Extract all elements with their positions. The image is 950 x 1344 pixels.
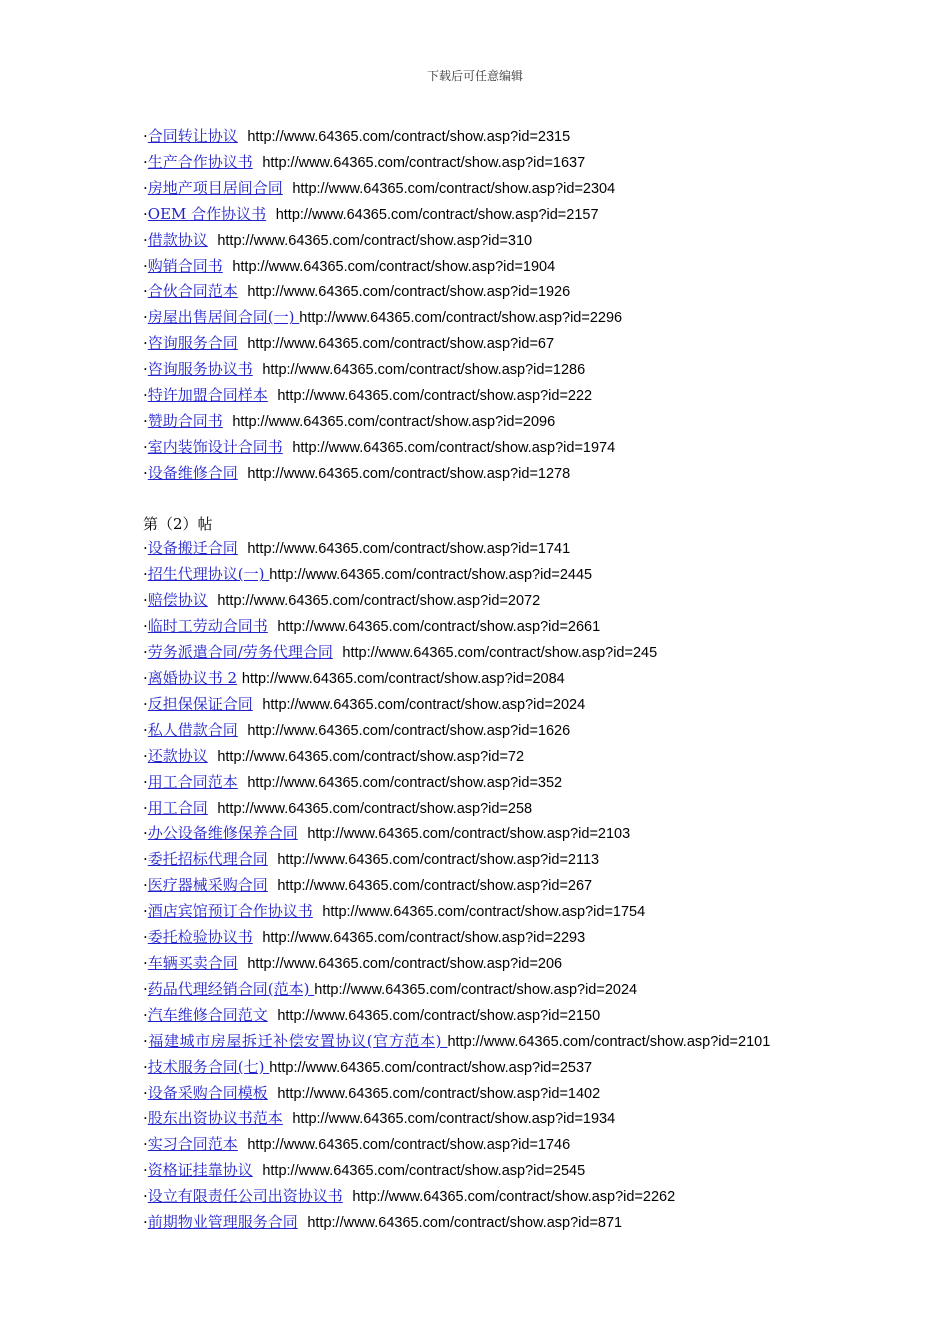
bullet: · xyxy=(143,411,148,430)
contract-url: http://www.64365.com/contract/show.asp?id=2537 xyxy=(269,1059,593,1076)
list-item xyxy=(143,770,823,796)
list-item xyxy=(143,951,823,977)
bullet: · xyxy=(143,1161,148,1180)
contract-link[interactable]: 用工合同范本 xyxy=(147,772,238,791)
separator xyxy=(283,1109,293,1127)
bullet: · xyxy=(143,178,148,197)
list-item xyxy=(143,435,823,461)
bullet: · xyxy=(143,1213,148,1232)
contract-url: http://www.64365.com/contract/show.asp?id=1974 xyxy=(292,439,616,456)
separator xyxy=(223,412,233,430)
separator xyxy=(238,773,248,791)
bullet: · xyxy=(143,152,148,171)
bullet: · xyxy=(143,876,148,895)
bullet: · xyxy=(143,617,148,636)
contract-url: http://www.64365.com/contract/show.asp?id=2096 xyxy=(232,413,556,430)
contract-link[interactable]: 离婚协议书 2 xyxy=(147,669,238,688)
list-item xyxy=(143,176,823,202)
list-item xyxy=(143,873,823,899)
separator xyxy=(268,617,278,635)
contract-link[interactable]: 赞助合同书 xyxy=(147,411,223,430)
contract-url: http://www.64365.com/contract/show.asp?id=2293 xyxy=(262,930,586,947)
bullet: · xyxy=(143,824,148,843)
bullet: · xyxy=(143,1083,148,1102)
list-item xyxy=(143,228,823,254)
contract-url: http://www.64365.com/contract/show.asp?id=2304 xyxy=(292,180,616,197)
section-gap xyxy=(143,487,823,512)
contract-url: http://www.64365.com/contract/show.asp?id=1746 xyxy=(247,1137,571,1154)
contract-link[interactable]: 咨询服务协议书 xyxy=(147,360,253,379)
separator xyxy=(343,1187,353,1205)
separator xyxy=(283,179,293,197)
bullet: · xyxy=(143,720,148,739)
contract-url: http://www.64365.com/contract/show.asp?id=222 xyxy=(277,388,593,405)
contract-link[interactable]: 房地产项目居间合同 xyxy=(147,178,283,197)
contract-link[interactable]: 反担保保证合同 xyxy=(147,694,253,713)
contract-link[interactable]: 办公设备维修保养合同 xyxy=(147,824,298,843)
contract-url: http://www.64365.com/contract/show.asp?id=1286 xyxy=(262,362,586,379)
contract-link[interactable]: 生产合作协议书 xyxy=(147,152,253,171)
list-item xyxy=(143,977,823,1003)
list-item xyxy=(143,847,823,873)
separator xyxy=(283,438,293,456)
bullet: · xyxy=(143,1187,148,1206)
contract-url: http://www.64365.com/contract/show.asp?id=871 xyxy=(307,1215,623,1232)
bullet: · xyxy=(143,591,148,610)
separator xyxy=(298,824,308,842)
list-item xyxy=(143,1210,823,1236)
section-heading: 第（2）帖 xyxy=(143,514,213,533)
contract-link[interactable]: 股东出资协议书范本 xyxy=(147,1109,283,1128)
separator xyxy=(253,153,263,171)
contract-list-section-2 xyxy=(143,536,823,1235)
contract-link[interactable]: 药品代理经销合同(范本) xyxy=(147,979,315,998)
list-item xyxy=(143,1132,823,1158)
contract-link[interactable]: 设备采购合同模板 xyxy=(147,1083,268,1102)
contract-url: http://www.64365.com/contract/show.asp?id=2113 xyxy=(277,852,600,869)
separator xyxy=(268,1084,278,1102)
bullet: · xyxy=(143,772,148,791)
separator xyxy=(208,747,218,765)
contract-url: http://www.64365.com/contract/show.asp?id=1626 xyxy=(247,722,571,739)
contract-link[interactable]: 设备搬迁合同 xyxy=(147,539,238,558)
contract-link[interactable]: 资格证挂靠协议 xyxy=(147,1161,253,1180)
contract-link[interactable]: 室内装饰设计合同书 xyxy=(147,437,283,456)
separator xyxy=(268,1006,278,1024)
bullet: · xyxy=(143,694,148,713)
contract-link[interactable]: 借款协议 xyxy=(147,230,208,249)
contract-link[interactable]: 实习合同范本 xyxy=(147,1135,238,1154)
contract-url: http://www.64365.com/contract/show.asp?id=2445 xyxy=(269,567,593,584)
separator xyxy=(208,231,218,249)
list-item xyxy=(143,409,823,435)
contract-url: http://www.64365.com/contract/show.asp?id=1637 xyxy=(262,154,586,171)
separator xyxy=(238,1135,248,1153)
bullet: · xyxy=(143,1005,148,1024)
bullet: · xyxy=(143,256,148,275)
list-item xyxy=(143,925,823,951)
contract-url: http://www.64365.com/contract/show.asp?id=2101 xyxy=(447,1033,771,1050)
contract-link[interactable]: 临时工劳动合同书 xyxy=(147,617,268,636)
bullet: · xyxy=(143,746,148,765)
list-item xyxy=(143,1081,823,1107)
contract-url: http://www.64365.com/contract/show.asp?id=2084 xyxy=(241,671,565,688)
separator xyxy=(253,1161,263,1179)
separator xyxy=(238,127,248,145)
list-item xyxy=(143,640,823,666)
contract-link[interactable]: 房屋出售居间合同(一) xyxy=(147,308,300,327)
contract-url: http://www.64365.com/contract/show.asp?id=2315 xyxy=(247,129,571,145)
bullet: · xyxy=(143,437,148,456)
contract-url: http://www.64365.com/contract/show.asp?id=1926 xyxy=(247,284,571,301)
bullet: · xyxy=(143,928,148,947)
separator xyxy=(238,334,248,352)
list-item xyxy=(143,254,823,280)
contract-link[interactable]: 咨询服务合同 xyxy=(147,334,238,353)
contract-url: http://www.64365.com/contract/show.asp?id=2661 xyxy=(277,619,601,636)
list-item xyxy=(143,1184,823,1210)
separator xyxy=(266,205,276,223)
separator xyxy=(253,928,263,946)
bullet: · xyxy=(143,539,148,558)
contract-url: http://www.64365.com/contract/show.asp?id=72 xyxy=(217,748,525,765)
contract-link[interactable]: 合伙合同范本 xyxy=(147,282,238,301)
contract-link[interactable]: 赔偿协议 xyxy=(147,591,208,610)
bullet: · xyxy=(143,1057,148,1076)
contract-url: http://www.64365.com/contract/show.asp?id=1754 xyxy=(322,904,646,921)
contract-url: http://www.64365.com/contract/show.asp?id=1904 xyxy=(232,258,556,275)
contract-link[interactable]: 车辆买卖合同 xyxy=(147,953,238,972)
list-item xyxy=(143,666,823,692)
contract-url: http://www.64365.com/contract/show.asp?id=245 xyxy=(342,645,658,662)
bullet: · xyxy=(143,360,148,379)
separator xyxy=(238,282,248,300)
bullet: · xyxy=(143,1031,149,1050)
list-item xyxy=(143,305,823,331)
list-item xyxy=(143,202,823,228)
contract-url: http://www.64365.com/contract/show.asp?id=2150 xyxy=(277,1007,601,1024)
contract-url: http://www.64365.com/contract/show.asp?id=1934 xyxy=(292,1111,616,1128)
contract-link[interactable]: 设备维修合同 xyxy=(147,463,238,482)
contract-url: http://www.64365.com/contract/show.asp?id=2262 xyxy=(352,1189,676,1206)
document-body xyxy=(143,124,823,1236)
contract-url: http://www.64365.com/contract/show.asp?id=2296 xyxy=(299,310,623,327)
bullet: · xyxy=(143,386,148,405)
contract-link[interactable]: 委托招标代理合同 xyxy=(147,850,268,869)
contract-url: http://www.64365.com/contract/show.asp?id=2024 xyxy=(262,696,586,713)
list-item xyxy=(143,1106,823,1132)
bullet: · xyxy=(143,798,148,817)
contract-url: http://www.64365.com/contract/show.asp?id=67 xyxy=(247,336,555,353)
bullet: · xyxy=(143,204,148,223)
bullet: · xyxy=(143,902,148,921)
contract-url: http://www.64365.com/contract/show.asp?id=258 xyxy=(217,800,533,817)
contract-url: http://www.64365.com/contract/show.asp?id=1402 xyxy=(277,1085,601,1102)
separator xyxy=(268,386,278,404)
contract-url: http://www.64365.com/contract/show.asp?id=310 xyxy=(217,232,533,249)
contract-link[interactable]: 委托检验协议书 xyxy=(147,928,253,947)
separator xyxy=(268,876,278,894)
list-item xyxy=(143,124,823,150)
list-item xyxy=(143,821,823,847)
list-item xyxy=(143,744,823,770)
bullet: · xyxy=(143,1135,148,1154)
list-item xyxy=(143,1055,823,1081)
contract-url: http://www.64365.com/contract/show.asp?id=1741 xyxy=(247,541,571,558)
contract-link[interactable]: 还款协议 xyxy=(147,746,208,765)
separator xyxy=(238,539,248,557)
list-item xyxy=(143,536,823,562)
contract-link[interactable]: 私人借款合同 xyxy=(147,720,238,739)
contract-link[interactable]: 设立有限责任公司出资协议书 xyxy=(147,1187,343,1206)
contract-link[interactable]: 医疗器械采购合同 xyxy=(147,876,268,895)
contract-url: http://www.64365.com/contract/show.asp?id=1278 xyxy=(247,465,571,482)
contract-link[interactable]: 劳务派遣合同/劳务代理合同 xyxy=(147,643,333,662)
contract-url: http://www.64365.com/contract/show.asp?id=267 xyxy=(277,878,593,895)
page-header: 下载后可任意编辑 xyxy=(426,69,523,83)
contract-link[interactable]: 特许加盟合同样本 xyxy=(147,386,268,405)
contract-link[interactable]: 酒店宾馆预订合作协议书 xyxy=(147,902,313,921)
list-item xyxy=(143,562,823,588)
separator xyxy=(208,591,218,609)
list-item xyxy=(143,279,823,305)
list-item xyxy=(143,692,823,718)
list-item xyxy=(143,1158,823,1184)
separator xyxy=(298,1213,308,1231)
contract-url: http://www.64365.com/contract/show.asp?id=2545 xyxy=(262,1163,586,1180)
contract-url: http://www.64365.com/contract/show.asp?id=206 xyxy=(247,955,563,972)
contract-link[interactable]: 招生代理协议(一) xyxy=(147,565,270,584)
separator xyxy=(238,464,248,482)
separator xyxy=(333,643,343,661)
list-item xyxy=(143,383,823,409)
separator xyxy=(253,360,263,378)
list-item xyxy=(143,150,823,176)
list-item xyxy=(143,1029,823,1055)
bullet: · xyxy=(143,282,148,301)
contract-link[interactable]: 技术服务合同(七) xyxy=(147,1057,270,1076)
bullet: · xyxy=(143,979,148,998)
bullet: · xyxy=(143,565,148,584)
separator xyxy=(238,954,248,972)
list-item xyxy=(143,1003,823,1029)
contract-url: http://www.64365.com/contract/show.asp?id=2072 xyxy=(217,593,541,610)
list-item xyxy=(143,357,823,383)
contract-link[interactable]: 汽车维修合同范文 xyxy=(147,1005,268,1024)
list-item xyxy=(143,718,823,744)
list-item xyxy=(143,461,823,487)
list-item xyxy=(143,331,823,357)
bullet: · xyxy=(143,850,148,869)
list-item xyxy=(143,588,823,614)
separator xyxy=(238,721,248,739)
bullet: · xyxy=(143,230,148,249)
bullet: · xyxy=(143,127,148,145)
bullet: · xyxy=(143,463,148,482)
bullet: · xyxy=(143,643,148,662)
list-item xyxy=(143,796,823,822)
separator xyxy=(223,257,233,275)
contract-url: http://www.64365.com/contract/show.asp?id=2157 xyxy=(275,206,599,223)
contract-list-section-1 xyxy=(143,124,823,487)
contract-link[interactable]: 合同转让协议 xyxy=(147,127,238,145)
bullet: · xyxy=(143,308,148,327)
bullet: · xyxy=(143,1109,148,1128)
contract-link[interactable]: OEM 合作协议书 xyxy=(147,204,267,223)
list-item xyxy=(143,614,823,640)
separator xyxy=(268,850,278,868)
contract-link[interactable]: 福建城市房屋拆迁补偿安置协议(官方范本) xyxy=(148,1031,448,1050)
contract-url: http://www.64365.com/contract/show.asp?id=2103 xyxy=(307,826,631,843)
separator xyxy=(313,902,323,920)
separator xyxy=(208,799,218,817)
contract-link[interactable]: 前期物业管理服务合同 xyxy=(147,1213,298,1232)
bullet: · xyxy=(143,669,148,688)
bullet: · xyxy=(143,334,148,353)
separator xyxy=(253,695,263,713)
contract-link[interactable]: 用工合同 xyxy=(147,798,208,817)
bullet: · xyxy=(143,953,148,972)
list-item xyxy=(143,899,823,925)
contract-url: http://www.64365.com/contract/show.asp?id=352 xyxy=(247,774,563,791)
contract-url: http://www.64365.com/contract/show.asp?id=2024 xyxy=(314,981,638,998)
contract-link[interactable]: 购销合同书 xyxy=(147,256,223,275)
